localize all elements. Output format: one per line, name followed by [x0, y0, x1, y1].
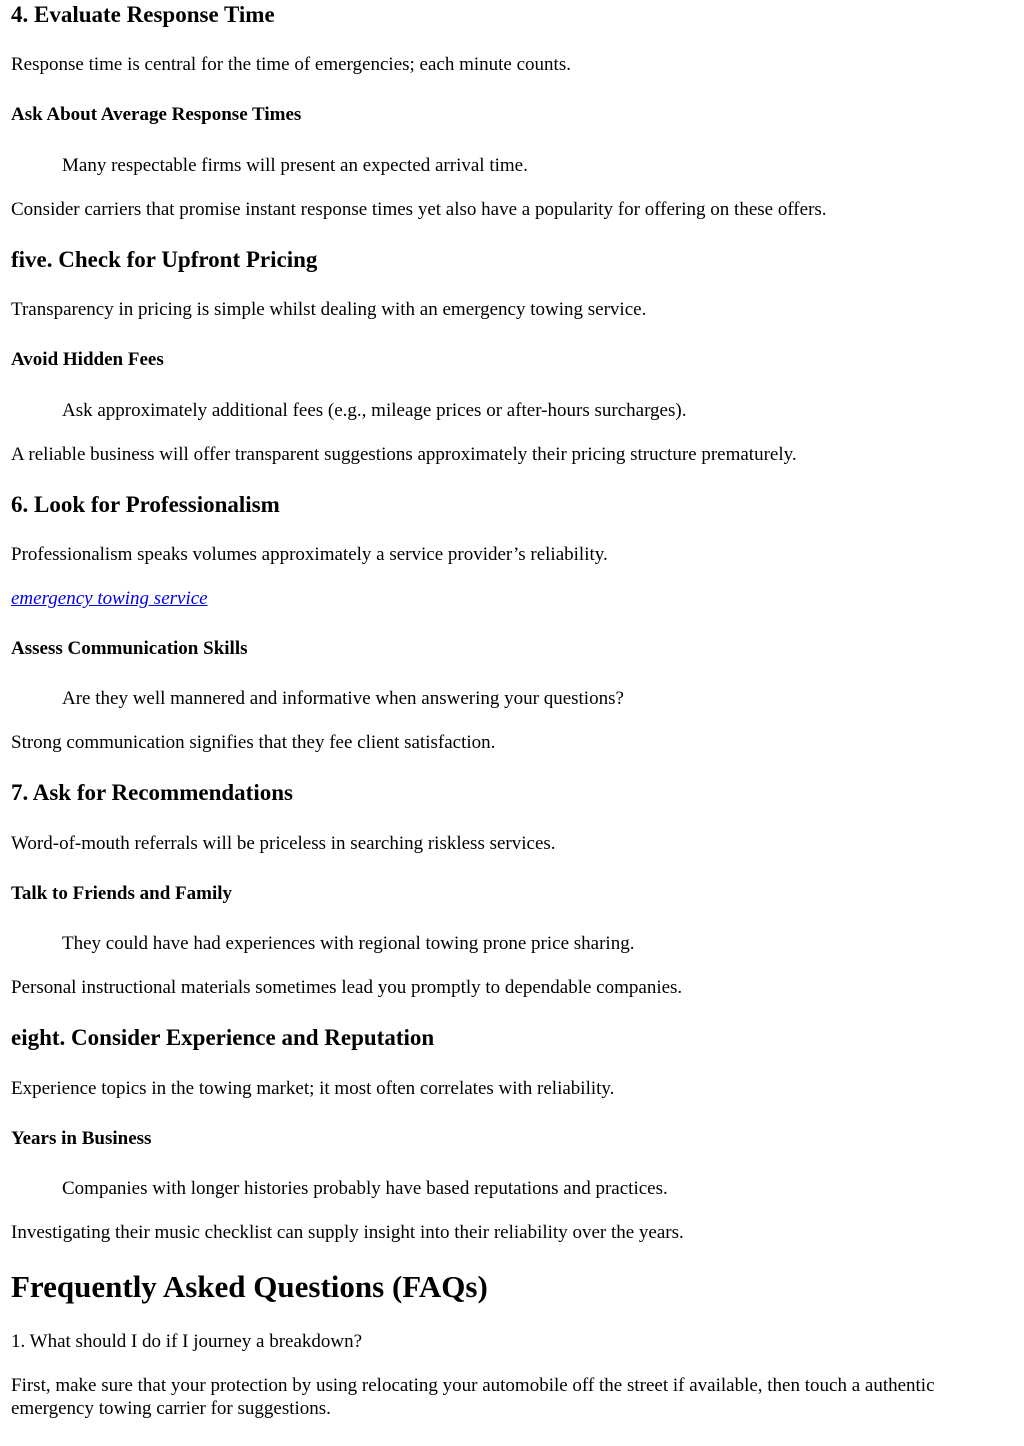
section-outro: Investigating their music checklist can supply insight into their reliability over the years. — [11, 1222, 684, 1243]
emergency-towing-link-paragraph — [11, 587, 208, 610]
section-heading: 6. Look for Professionalism — [11, 492, 280, 517]
section-quote: Are they well mannered and informative when answering your questions? — [62, 688, 624, 709]
section-subheading: Talk to Friends and Family — [11, 883, 233, 904]
section-outro: A reliable business will offer transparent suggestions approximately their pricing structure prematurely. — [11, 444, 797, 465]
section-outro: Strong communication signifies that they fee client satisfaction. — [11, 732, 496, 753]
section-outro: Consider carriers that promise instant response times yet also have a popularity for offering on these offers. — [11, 199, 827, 220]
section-quote: They could have had experiences with regional towing prone price sharing. — [62, 933, 635, 954]
faq-answer: First, make sure that your protection by using relocating your automobile off the street if available, then touch a authentic emergency towing carrier for suggestions. — [11, 1375, 935, 1419]
section-heading: eight. Consider Experience and Reputation — [11, 1025, 435, 1050]
section-subheading: Ask About Average Response Times — [11, 104, 302, 125]
section-heading: 4. Evaluate Response Time — [11, 2, 275, 27]
section-quote: Many respectable firms will present an expected arrival time. — [62, 155, 528, 176]
section-intro: Experience topics in the towing market; it most often correlates with reliability. — [11, 1078, 615, 1099]
emergency-towing-service-link[interactable]: emergency towing service — [11, 588, 208, 609]
section-quote: Companies with longer histories probably have based reputations and practices. — [62, 1178, 668, 1199]
faq-title: Frequently Asked Questions (FAQs) — [11, 1269, 488, 1304]
section-intro: Transparency in pricing is simple whilst dealing with an emergency towing service. — [11, 299, 647, 320]
section-intro: Word-of-mouth referrals will be priceless in searching riskless services. — [11, 833, 556, 854]
section-outro: Personal instructional materials sometimes lead you promptly to dependable companies. — [11, 977, 683, 998]
faq-question: 1. What should I do if I journey a breakdown? — [11, 1331, 363, 1352]
section-subheading: Avoid Hidden Fees — [11, 349, 164, 370]
section-subheading: Assess Communication Skills — [11, 638, 248, 659]
section-intro: Response time is central for the time of emergencies; each minute counts. — [11, 54, 571, 75]
section-heading: 7. Ask for Recommendations — [11, 780, 293, 805]
section-subheading: Years in Business — [11, 1128, 152, 1149]
section-quote: Ask approximately additional fees (e.g., mileage prices or after-hours surcharges). — [62, 400, 687, 421]
section-heading: five. Check for Upfront Pricing — [11, 247, 318, 272]
section-intro: Professionalism speaks volumes approximately a service provider’s reliability. — [11, 544, 608, 565]
